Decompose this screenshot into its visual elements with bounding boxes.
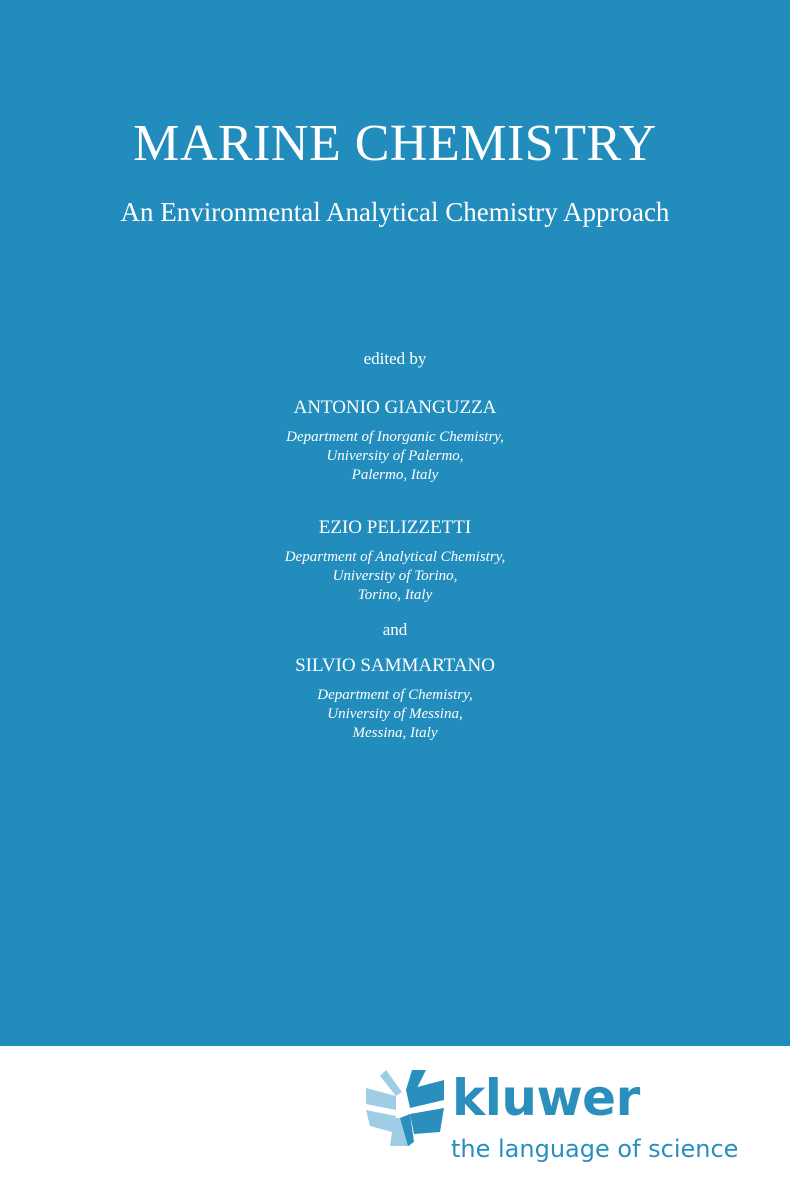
edited-by-label: edited by <box>363 349 427 368</box>
editor-1-name: ANTONIO GIANGUZZA <box>293 397 497 418</box>
editor-1-city: Palermo, Italy <box>351 467 439 483</box>
editor-3-name: SILVIO SAMMARTANO <box>295 655 495 676</box>
publisher-tagline: the language of science <box>451 1135 739 1163</box>
editor-2-name: EZIO PELIZZETTI <box>318 517 472 538</box>
editor-3-university: University of Messina, <box>327 706 463 722</box>
book-title: MARINE CHEMISTRY <box>133 115 657 172</box>
book-subtitle: An Environmental Analytical Chemistry Approach <box>120 197 670 227</box>
editor-2-department: Department of Analytical Chemistry, <box>284 549 506 565</box>
and-conjunction: and <box>382 620 408 639</box>
editor-1-affiliation <box>195 428 595 485</box>
kluwer-bird-logo-icon <box>366 1070 444 1146</box>
editor-3-city: Messina, Italy <box>352 725 438 741</box>
editor-3-department: Department of Chemistry, <box>317 687 473 703</box>
editor-2-university: University of Torino, <box>332 568 458 584</box>
publisher-wordmark: kluwer <box>452 1069 640 1127</box>
editor-1-university: University of Palermo, <box>326 448 464 464</box>
editor-2-affiliation <box>195 548 595 605</box>
editor-2-city: Torino, Italy <box>357 587 433 603</box>
editor-3-affiliation <box>195 686 595 743</box>
editor-1-department: Department of Inorganic Chemistry, <box>286 429 504 445</box>
